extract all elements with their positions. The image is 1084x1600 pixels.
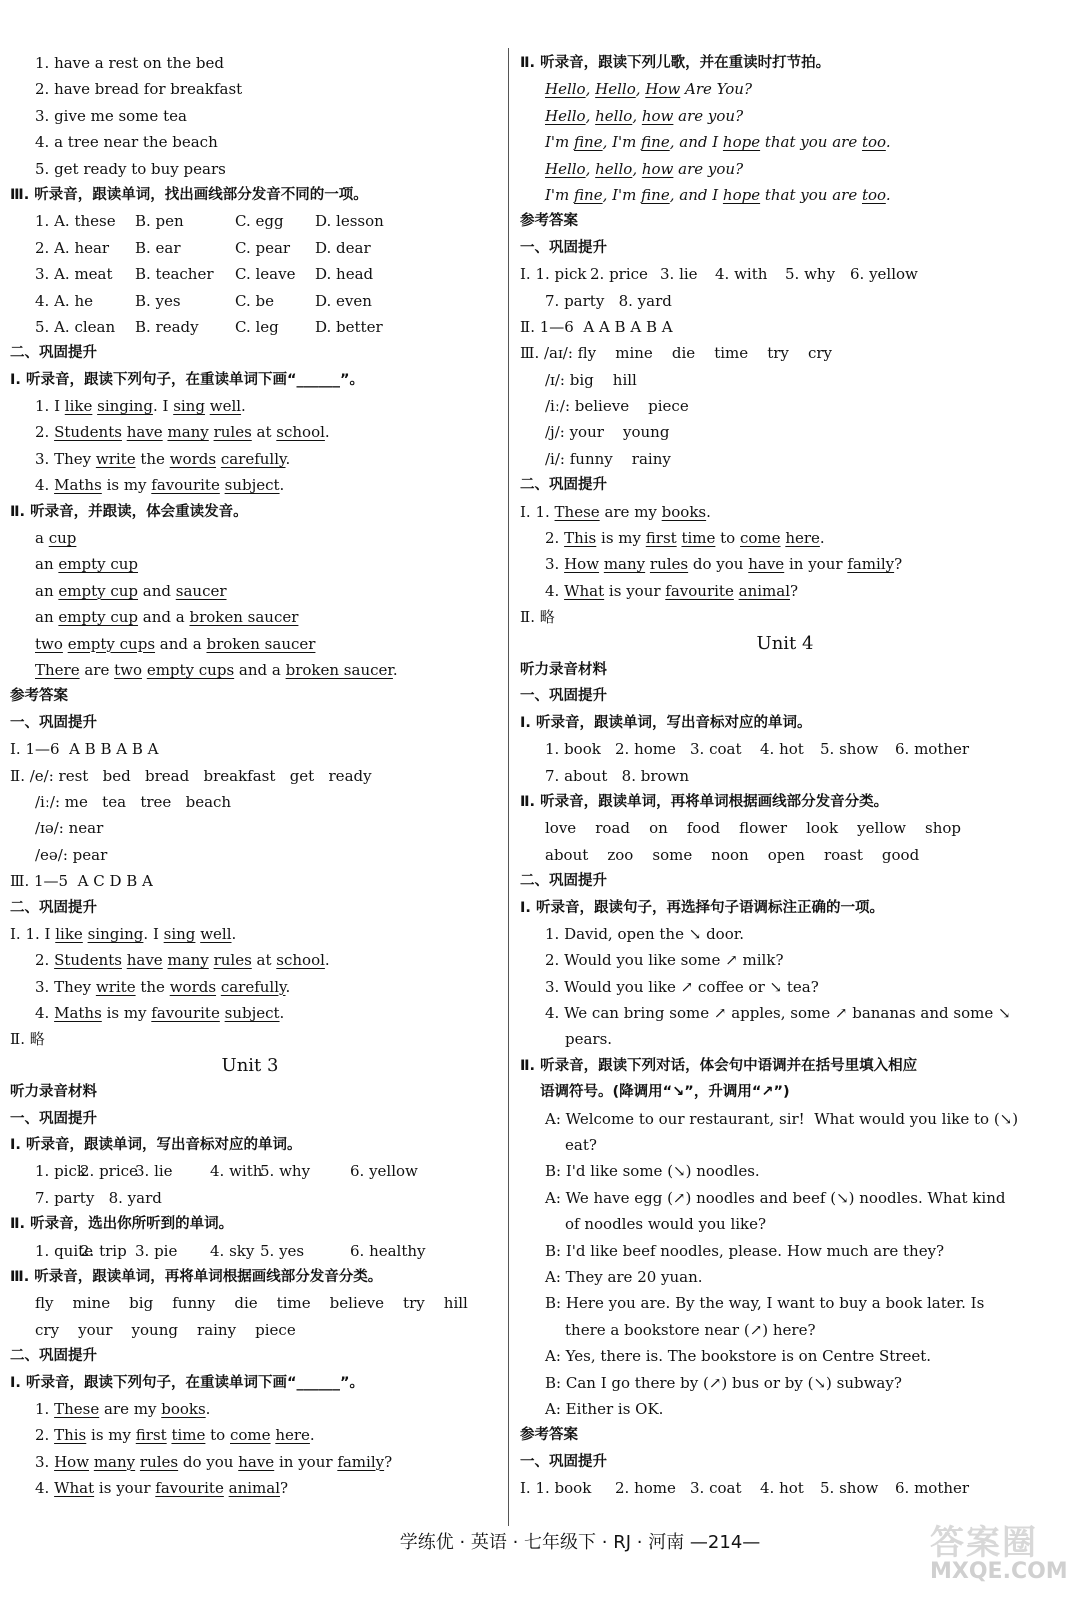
sentence-text: and [138,581,176,600]
stressed-word: favourite [155,1479,224,1498]
section-title: Ⅰ. 听录音，跟读下列句子，在重读单词下画“______”。 [10,371,365,388]
answer-line: /j/: your young [545,423,670,442]
sentence-text: and a [234,660,286,679]
stressed-word: how [641,159,674,178]
stressed-word: many [93,1452,136,1471]
part-heading: 二、巩固提升 [520,477,607,494]
dialogue-line: of noodles would you like? [565,1215,767,1234]
stressed-word: rules [649,555,689,574]
sentence-text: 1. I [35,397,65,416]
stressed-word: have [126,951,163,970]
stressed-word: write [95,977,136,996]
sentence-text: an [35,581,59,600]
stressed-word: school [276,951,325,970]
stressed-word: time [681,529,716,548]
stressed-word: How [564,555,600,574]
section-title: Ⅰ. 听录音，跟读单词，写出音标对应的单词。 [10,1137,302,1154]
answer-line: Ⅱ. /e/: rest bed bread breakfast get ready [10,766,372,785]
stressed-word: empty cups [146,660,235,679]
stressed-word: here [275,1426,310,1445]
sentence-text: 1. I [25,924,56,943]
sentence-text: . [309,1426,315,1445]
sentence-text: 4. [545,581,565,600]
answer-row: Ⅰ. 1. book 2. home 3. coat 4. hot 5. show 6. mother [520,1479,970,1498]
answer-line: /i/: funny rainy [545,449,671,468]
sentence-text: ? [894,555,903,574]
stressed-word: hello [595,106,633,125]
stressed-word: fine [574,185,603,204]
answers-heading: 参考答案 [520,213,578,230]
stressed-word: like [64,397,93,416]
stressed-word: too [861,133,886,152]
stressed-word: This [564,529,597,548]
dialogue-line: A: Yes, there is. The bookstore is on Centre Street. [545,1347,932,1366]
sentence-text: 4. [35,1479,55,1498]
song-line [520,182,1050,208]
watermark-logo [930,1515,1080,1595]
stressed-word: empty cup [58,555,139,574]
sentence-text: , [632,106,642,125]
sentence-text: to [205,1426,230,1445]
stressed-word: Maths [54,1004,102,1023]
stressed-word: How [645,80,681,99]
sentence [10,446,490,472]
stressed-word: rules [213,423,252,442]
sentence-text: is my [101,1004,152,1023]
section-title: Ⅰ. 听录音，跟读句子，再选择句子语调标注正确的一项。 [520,899,884,916]
song-line [520,156,1050,182]
sentence [10,1422,490,1448]
sentence-text: , [632,159,642,178]
song-line [520,76,1050,102]
sentence [10,1449,490,1475]
sentence-text: . [279,476,285,495]
sentence [10,1396,490,1422]
sentence-text: . [819,529,825,548]
stressed-word: time [171,1426,206,1445]
stressed-word: broken saucer [206,634,316,653]
sentence-text: 3. [545,555,565,574]
sentence-text: 3. They [35,449,96,468]
sentence-text: , and I [669,185,723,204]
sentence-text: , [585,106,596,125]
stressed-word: Hello [545,159,586,178]
sentence-text: Ⅰ. 1. [520,502,555,521]
word-row: fly mine big funny die time believe try hill [35,1294,468,1313]
sentence-text: . [231,924,237,943]
stressed-word: books [661,502,707,521]
answer-line: Ⅱ. 略 [520,608,555,627]
stressed-word: fine [574,133,603,152]
part-heading: 二、巩固提升 [10,345,97,362]
answers-heading: 参考答案 [520,1427,578,1444]
choice-row: 4. A. he B. yes C. be D. even [35,291,372,310]
stressed-word: hope [722,133,761,152]
section-title: Ⅲ. 听录音，跟读单词，再将单词根据画线部分发音分类。 [10,1268,383,1285]
sentence-text: are [79,660,115,679]
sentence-text: do you [178,1452,239,1471]
dialogue-line: B: Can I go there by (↗) bus or by (↘) subway? [545,1373,902,1392]
stressed-word: Hello [595,80,636,99]
stress-line [10,551,490,577]
stressed-word: rules [139,1452,179,1471]
stressed-word: family [337,1452,385,1471]
stressed-word: words [169,977,217,996]
sentence-text: ? [384,1452,393,1471]
word-row: about zoo some noon open roast good [545,845,920,864]
stressed-word: broken saucer [189,608,299,627]
part-heading: 一、巩固提升 [520,688,607,705]
stressed-word: well [200,924,232,943]
dialogue-line: B: Here you are. By the way, I want to buy a book later. Is [545,1294,985,1313]
phrase-line: 1. have a rest on the bed [35,54,224,72]
stressed-word: fine [641,185,670,204]
dialogue-line: A: Either is OK. [545,1399,664,1418]
dialogue-line: B: I'd like beef noodles, please. How much are they? [545,1241,945,1260]
page-footer: 学练优 · 英语 · 七年级下 · RJ · 河南 —214— [399,1532,761,1553]
sentence-text: and a [155,634,207,653]
stressed-word: empty cup [58,581,139,600]
sentence-text: and a [138,608,190,627]
section-title: Ⅱ. 听录音，跟读单词，再将单词根据画线部分发音分类。 [520,793,889,810]
sentence-text: is my [86,1426,136,1445]
answer-row: Ⅰ. 1. pick 2. price 3. lie 4. with 5. why 6. yellow [520,265,918,284]
section-title: Ⅰ. 听录音，跟读单词，写出音标对应的单词。 [520,714,812,731]
stressed-word: Students [54,951,122,970]
answer-line: /ɪ/: big hill [545,370,637,389]
sentence-text: that you are [760,133,862,152]
stressed-word: singing [97,397,153,416]
part-heading: 一、巩固提升 [10,1110,97,1127]
sentence-text: . [285,977,291,996]
sentence-text: , [585,80,596,99]
sentence [520,499,1050,525]
part-heading: 二、巩固提升 [10,899,97,916]
stressed-word: first [645,529,677,548]
sentence-text: , and I [669,133,723,152]
unit-heading: Unit 4 [756,632,814,654]
left-column [10,50,490,1501]
stress-line [10,631,490,657]
stressed-word: How [54,1452,90,1471]
stressed-word: two [35,634,63,653]
sentence [520,578,1050,604]
word-row: 1. pick 2. price 3. lie 4. with 5. why 6. yellow [35,1162,418,1181]
answer-line: Ⅲ. /aɪ/: fly mine die time try cry [520,344,832,363]
phrase-line: 3. give me some tea [35,106,187,125]
sentence-text: an [35,608,59,627]
stress-line [10,604,490,630]
stressed-word: hope [722,185,761,204]
stressed-word: animal [738,581,790,600]
stressed-word: many [603,555,646,574]
stressed-word: What [54,1479,95,1498]
sentence-text: , [635,80,646,99]
sentence-text: I'm [545,133,575,152]
choice-row: 5. A. clean B. ready C. leg D. better [35,317,383,336]
stressed-word: favourite [665,581,734,600]
part-heading: 二、巩固提升 [520,873,607,890]
dialogue-line: A: Welcome to our restaurant, sir! What would you like to (↘) [545,1109,1019,1128]
watermark-text: 答案圈 [930,1523,1038,1563]
sentence-text: is my [101,476,152,495]
word-row: 7. party 8. yard [35,1188,162,1207]
answer-line: Ⅰ. 1—6 A B B A B A [10,740,159,759]
sentence-text: are my [599,502,662,521]
sentence [520,551,1050,577]
sentence-text: . I [143,924,164,943]
stressed-word: subject [224,1004,280,1023]
sentence-text: in your [784,555,848,574]
word-row: 7. about 8. brown [545,766,690,785]
sentence-text: the [135,977,170,996]
answer-line: /iː/: me tea tree beach [35,792,232,811]
sentence-text: ? [280,1479,289,1498]
sentence-text: is your [604,581,666,600]
sentence-text: 2. [35,1426,55,1445]
stressed-word: many [167,951,209,970]
intonation-item: 1. David, open the ↘ door. [545,924,745,943]
stressed-word: have [126,423,163,442]
intonation-item: pears. [565,1030,613,1049]
choice-row: 1. A. these B. pen C. egg D. lesson [35,212,384,231]
stressed-word: hello [595,159,633,178]
sentence-text: , I'm [602,185,642,204]
sentence-text: . [885,185,891,204]
unit-heading: Unit 3 [221,1054,279,1076]
sentence-text: . [285,449,291,468]
stressed-word: This [54,1426,87,1445]
stressed-word: carefully [220,977,286,996]
phrase-line: 4. a tree near the beach [35,133,218,152]
stressed-word: Hello [545,106,586,125]
intonation-item: 4. We can bring some ↗ apples, some ↗ bananas and some ↘ [545,1004,1011,1023]
sentence-text: to [715,529,740,548]
stressed-word: saucer [175,581,227,600]
sentence-text: . [885,133,891,152]
stress-line [10,657,490,683]
stressed-word: sing [163,924,196,943]
sentence [10,393,490,419]
sentence-text: do you [688,555,749,574]
stressed-word: have [748,555,785,574]
answer-line: 7. party 8. yard [545,291,672,310]
answer-line: /iː/: believe piece [545,397,689,416]
sentence-text: , [585,159,596,178]
watermark-url: MXQE.COM [930,1559,1068,1584]
sentence-text: . [241,397,246,416]
section-title: Ⅱ. 听录音，选出你所听到的单词。 [10,1216,234,1233]
stressed-word: carefully [220,449,286,468]
word-row: 1. quite 2. trip 3. pie 4. sky 5. yes 6. healthy [35,1241,426,1260]
section-title: Ⅱ. 听录音，并跟读，体会重读发音。 [10,503,248,520]
stressed-word: cup [48,529,77,548]
stressed-word: have [238,1452,275,1471]
song-line [520,129,1050,155]
sentence [10,419,490,445]
sentence-text: are my [99,1399,162,1418]
choice-row: 2. A. hear B. ear C. pear D. dear [35,238,371,257]
sentence-text: ? [790,581,799,600]
stressed-word: singing [87,924,144,943]
stressed-word: Maths [54,476,102,495]
stressed-word: rules [213,951,252,970]
intonation-item: 3. Would you like ↗ coffee or ↘ tea? [545,977,819,996]
answer-line: /ɪə/: near [35,819,104,838]
answer-line: Ⅱ. 略 [10,1030,45,1049]
sentence-text: are you? [673,159,744,178]
stressed-word: favourite [151,476,220,495]
sentence-text: I'm [545,185,575,204]
part-heading: 一、巩固提升 [520,1453,607,1470]
stressed-word: family [847,555,895,574]
word-row: love road on food flower look yellow shop [545,819,962,838]
sentence-text: is your [94,1479,156,1498]
stressed-word: write [95,449,136,468]
sentence-text: . [392,660,398,679]
sentence-text: 4. [35,476,55,495]
phrase-line: 2. have bread for breakfast [35,80,243,99]
section-title: Ⅰ. 听录音，跟读下列句子，在重读单词下画“______”。 [10,1374,365,1391]
answer-line: /eə/: pear [35,845,108,864]
stressed-word: fine [641,133,670,152]
dialogue-line: A: They are 20 yuan. [545,1267,703,1286]
stressed-word: favourite [151,1004,220,1023]
stressed-word: What [564,581,605,600]
stressed-word: These [554,502,600,521]
section-title: Ⅱ. 听录音，跟读下列对话，体会句中语调并在括号里填入相应 [520,1057,918,1074]
sentence-text: . [324,951,330,970]
section-title: 语调符号。(降调用“↘”，升调用“↗”) [540,1084,790,1101]
sentence-text: 2. [545,529,565,548]
choice-row: 3. A. meat B. teacher C. leave D. head [35,265,374,284]
stressed-word: There [35,660,80,679]
stressed-word: Hello [545,80,586,99]
sentence-text: . [279,1004,285,1023]
stressed-word: broken saucer [285,660,393,679]
stressed-word: too [861,185,886,204]
sentence-text: are you? [673,106,744,125]
part-heading: 一、巩固提升 [520,239,607,256]
stressed-word: come [740,529,781,548]
stressed-word: empty cup [58,608,139,627]
sentence [10,1475,490,1501]
stressed-word: first [135,1426,167,1445]
sentence-text: 4. [35,1004,55,1023]
stressed-word: empty cups [67,634,156,653]
sentence-text: Are You? [680,80,752,99]
stressed-word: well [209,397,242,416]
sentence-text: a [35,529,49,548]
sentence-text: is my [596,529,646,548]
sentence-text: in your [274,1452,338,1471]
sentence [10,472,490,498]
sentence-text: 2. [35,423,55,442]
section-title: Ⅲ. 听录音，跟读单词，找出画线部分发音不同的一项。 [10,186,368,203]
answer-line: Ⅱ. 1—6 A A B A B A [520,317,673,336]
sentence-text: at [251,423,277,442]
part-heading: 二、巩固提升 [10,1348,97,1365]
sentence-text: . [324,423,330,442]
sentence-text: 3. [35,1452,55,1471]
word-row: cry your young rainy piece [35,1320,296,1339]
sentence [10,1000,490,1026]
stressed-word: sing [173,397,205,416]
stressed-word: Students [54,423,122,442]
column-divider [508,48,509,1526]
sentence-text: 2. [35,951,55,970]
intonation-item: 2. Would you like some ↗ milk? [545,951,784,970]
sentence [10,947,490,973]
stressed-word: words [169,449,217,468]
stress-line [10,525,490,551]
stressed-word: come [230,1426,271,1445]
section-heading: 听力录音材料 [520,661,607,678]
stressed-word: many [167,423,209,442]
word-row: 1. book 2. home 3. coat 4. hot 5. show 6. mother [545,740,970,759]
right-column [520,50,1050,1501]
stressed-word: These [54,1399,100,1418]
sentence: Ⅰ. 1. I like singing. I sing well. [10,924,237,943]
dialogue-line: there a bookstore near (↗) here? [565,1320,816,1339]
dialogue-line: A: We have egg (↗) noodles and beef (↘) noodles. What kind [545,1188,1006,1207]
stressed-word: animal [228,1479,280,1498]
sentence-text: . [706,502,711,521]
sentence-text: . I [152,397,174,416]
sentence [520,525,1050,551]
stressed-word: subject [224,476,280,495]
phrase-line: 5. get ready to buy pears [35,159,226,178]
section-title: Ⅱ. 听录音，跟读下列儿歌，并在重读时打节拍。 [520,55,831,71]
sentence [10,974,490,1000]
dialogue-line: B: I'd like some (↘) noodles. [545,1162,760,1181]
sentence-text: an [35,555,59,574]
sentence-text: , I'm [602,133,642,152]
stressed-word: books [161,1399,206,1418]
dialogue-line: eat? [565,1136,597,1155]
sentence-text: 1. [35,1399,55,1418]
sentence-text: that you are [760,185,862,204]
sentence-text: . [205,1399,211,1418]
answers-heading: 参考答案 [10,688,68,705]
part-heading: 一、巩固提升 [10,714,97,731]
stressed-word: school [276,423,325,442]
sentence-text: the [135,449,170,468]
sentence-text: at [251,951,277,970]
stressed-word: here [785,529,820,548]
section-heading: 听力录音材料 [10,1084,97,1101]
stressed-word: like [55,924,83,943]
stress-line [10,578,490,604]
stressed-word: how [641,106,674,125]
sentence-text: 3. They [35,977,96,996]
answer-line: Ⅲ. 1—5 A C D B A [10,872,153,891]
song-line [520,103,1050,129]
stressed-word: two [114,660,143,679]
